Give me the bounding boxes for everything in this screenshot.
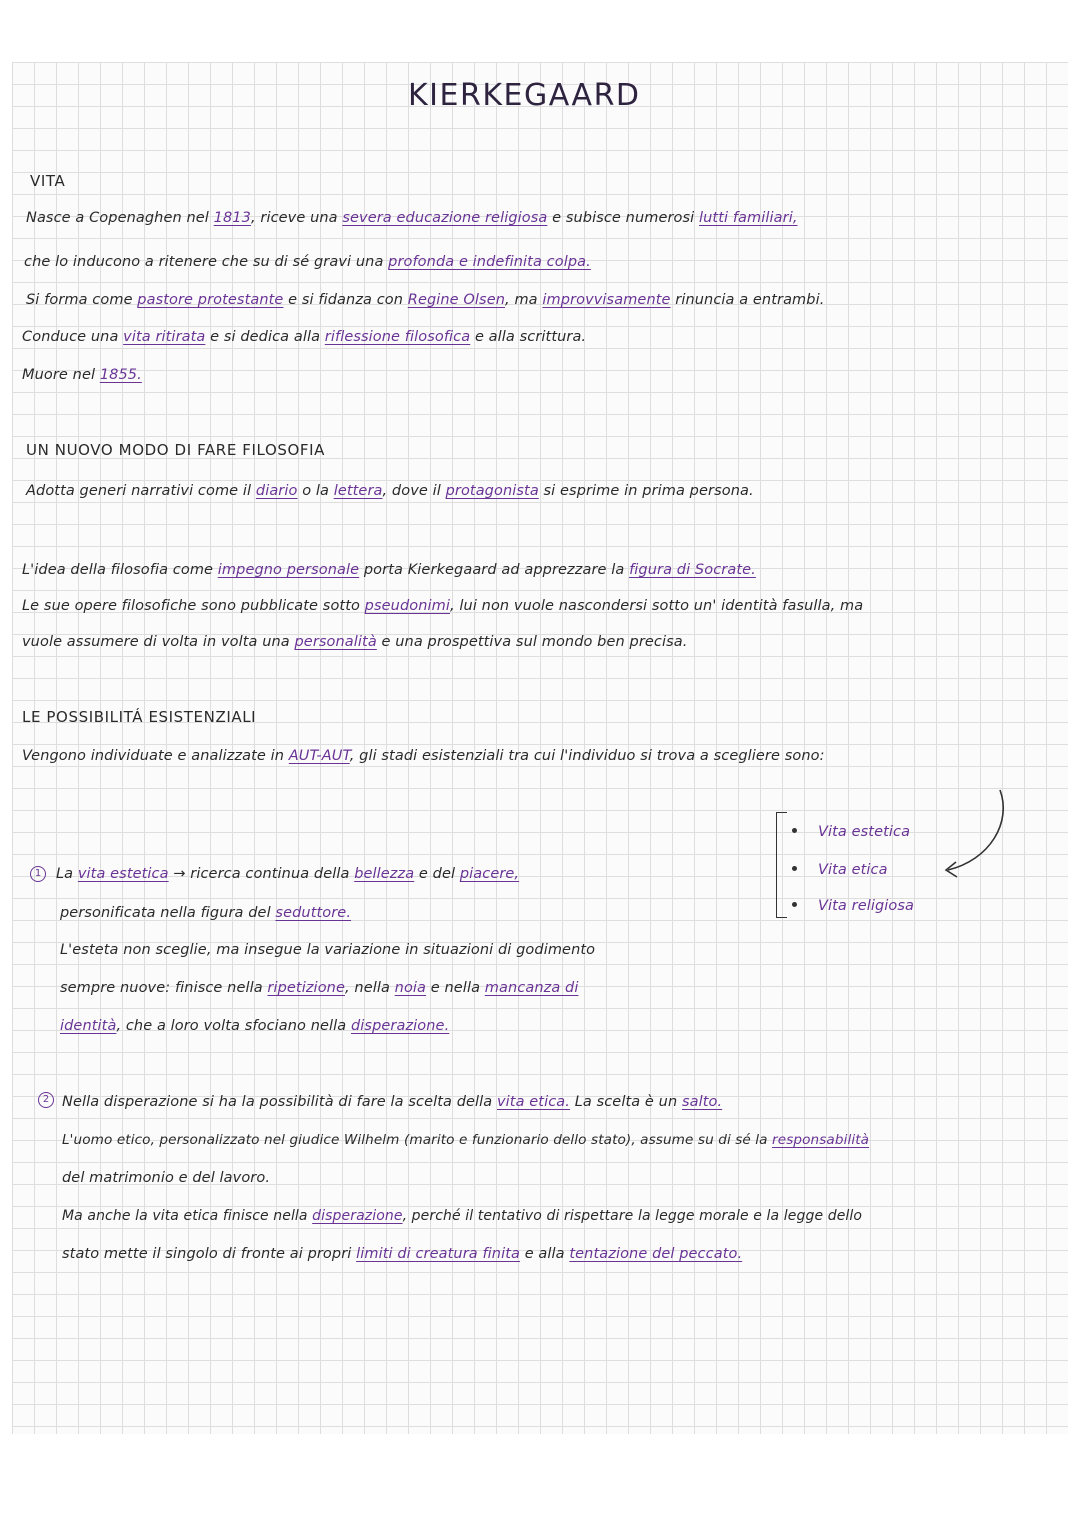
vita-line-3: Si forma come pastore protestante e si fidanza con Regine Olsen, ma improvvisamente rinuncia a entrambi. (26, 292, 825, 308)
stage-etica: Vita etica (818, 862, 888, 878)
etica-line-5: stato mette il singolo di fronte ai propri limiti di creatura finita e alla tentazione del peccato. (62, 1246, 743, 1262)
stage-bullet (792, 828, 797, 833)
stage-bullet (792, 902, 797, 907)
section-heading-vita: VITA (30, 172, 66, 190)
vita-line-4: Conduce una vita ritirata e si dedica alla riflessione filosofica e alla scrittura. (22, 329, 587, 345)
curved-arrow-icon (900, 782, 1020, 892)
estetica-line-5: identità, che a loro volta sfociano nella disperazione. (60, 1018, 450, 1034)
nuovo-line-2: L'idea della filosofia come impegno personale porta Kierkegaard ad apprezzare la figura di Socrate. (22, 562, 756, 578)
estetica-line-1: La vita estetica → ricerca continua della bellezza e del piacere, (56, 866, 520, 882)
nuovo-line-3: Le sue opere filosofiche sono pubblicate sotto pseudonimi, lui non vuole nascondersi sotto un' identità fasulla, ma (22, 598, 864, 614)
nuovo-line-1: Adotta generi narrativi come il diario o la lettera, dove il protagonista si esprime in prima persona. (26, 483, 754, 499)
stages-bracket (776, 812, 787, 918)
etica-line-3: del matrimonio e del lavoro. (62, 1170, 271, 1186)
stage-bullet (792, 866, 797, 871)
etica-line-2: L'uomo etico, personalizzato nel giudice Wilhelm (marito e funzionario dello stato), assume su di sé la responsabilità (62, 1132, 870, 1148)
number-circle-2: 2 (38, 1092, 54, 1108)
possibilita-line-1: Vengono individuate e analizzate in AUT-AUT, gli stadi esistenziali tra cui l'individuo si trova a scegliere sono: (22, 748, 825, 764)
stage-estetica: Vita estetica (818, 824, 911, 840)
section-heading-nuovo-modo: UN NUOVO MODO DI FARE FILOSOFIA (26, 441, 326, 459)
estetica-line-4: sempre nuove: finisce nella ripetizione, nella noia e nella mancanza di (60, 980, 579, 996)
vita-line-1: Nasce a Copenaghen nel 1813, riceve una severa educazione religiosa e subisce numerosi lutti familiari, (26, 210, 798, 226)
vita-line-5: Muore nel 1855. (22, 367, 142, 383)
etica-line-1: Nella disperazione si ha la possibilità di fare la scelta della vita etica. La scelta è un salto. (62, 1094, 723, 1110)
section-heading-possibilita: LE POSSIBILITÁ ESISTENZIALI (22, 708, 257, 726)
number-circle-1: 1 (30, 866, 46, 882)
estetica-line-2: personificata nella figura del seduttore. (60, 905, 352, 921)
estetica-line-3: L'esteta non sceglie, ma insegue la variazione in situazioni di godimento (60, 942, 596, 958)
stage-religiosa: Vita religiosa (818, 898, 915, 914)
vita-line-2: che lo inducono a ritenere che su di sé gravi una profonda e indefinita colpa. (24, 254, 591, 270)
page-title: KIERKEGAARD (408, 78, 641, 113)
etica-line-4: Ma anche la vita etica finisce nella disperazione, perché il tentativo di rispettare la legge morale e la legge dello (62, 1208, 863, 1224)
nuovo-line-4: vuole assumere di volta in volta una personalità e una prospettiva sul mondo ben precisa. (22, 634, 688, 650)
